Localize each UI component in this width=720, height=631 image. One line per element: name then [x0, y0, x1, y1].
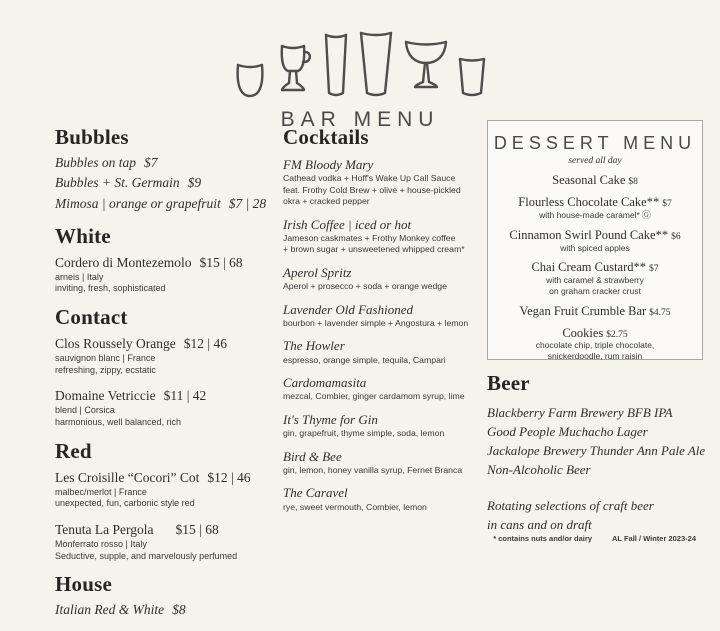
beer-item: Blackberry Farm Brewery BFB IPA: [487, 405, 673, 421]
section-heading: House: [55, 572, 113, 597]
cocktail-item: [283, 375, 483, 403]
item-price: $7 | 28: [228, 195, 267, 211]
section-heading: Contact: [55, 305, 128, 330]
dessert-menu-subtitle: served all day: [568, 155, 622, 166]
wine-entry: [55, 522, 277, 562]
item-price: $12 | 46: [183, 336, 227, 352]
cocktail-name: It's Thyme for Gin: [283, 411, 378, 427]
section-bubbles: [55, 126, 277, 214]
section-heading: Red: [55, 438, 92, 463]
section-heading: Bubbles: [55, 125, 129, 149]
wine-entry: [55, 470, 277, 510]
edition-label: AL Fall / Winter 2023-24: [612, 534, 696, 543]
section-house: [55, 573, 277, 620]
cocktail-desc: Jameson caskmates + Frothy Monkey coffee: [283, 233, 456, 243]
cocktail-item: [283, 157, 483, 208]
wine-name: Clos Roussely Orange $12 | 46: [55, 336, 227, 352]
dessert-note: on graham cracker crust: [549, 285, 641, 296]
cocktail-desc: feat. Frothy Cold Brew + olive + house-pickled: [283, 184, 461, 195]
dessert-name: Seasonal Cake: [552, 172, 626, 187]
tasting-notes: unexpected, fun, carbonic style red: [55, 498, 195, 509]
cocktail-item: [283, 265, 483, 293]
wine-entry: [55, 255, 277, 295]
dessert-note: snickerdoodle, rum raisin: [547, 351, 643, 362]
cocktails-column: [283, 126, 483, 522]
gluten-free-icon: Ⓖ: [641, 209, 651, 220]
cocktail-item: [283, 449, 483, 477]
cocktail-name: Cardomamasita: [283, 375, 367, 391]
item-name: Italian Red & White: [55, 602, 165, 618]
tasting-notes: Seductive, supple, and marvelously perfumed: [55, 550, 238, 561]
dessert-name: Chai Cream Custard**: [531, 260, 647, 275]
irish-coffee-mug-icon: [275, 42, 315, 100]
wine-name: Les Croisille “Cocori” Cot $12 | 46: [55, 469, 251, 485]
menu-item: [55, 173, 277, 193]
beer-item: Jackalope Brewery Thunder Ann Pale Ale: [487, 442, 706, 458]
beer-item: Good People Muchacho Lager: [487, 423, 648, 439]
grape-region: arneis | Italy: [55, 271, 104, 282]
dessert-item: [488, 173, 702, 188]
cocktail-desc: Cathead vodka + Hoff's Wake Up Call Sauce: [283, 173, 456, 184]
cocktail-name: Lavender Old Fashioned: [283, 301, 413, 317]
cocktail-name: Bird & Bee: [283, 448, 342, 464]
dessert-item: [488, 326, 702, 362]
dessert-menu-box: [487, 120, 703, 360]
tasting-notes: refreshing, zippy, ecstatic: [55, 364, 156, 375]
wine-name: Domaine Vetriccie $11 | 42: [55, 388, 207, 404]
item-name: Bubbles on tap: [55, 155, 136, 171]
item-price: $7: [144, 155, 158, 171]
cocktail-desc: okra + cracked pepper: [283, 196, 370, 207]
wine-entry: [55, 388, 277, 428]
dessert-price: $2.75: [606, 329, 628, 340]
allergen-note: * contains nuts and/or dairy: [493, 534, 592, 543]
tasting-notes: harmonious, well balanced, rich: [55, 416, 182, 427]
cocktail-desc: rye, sweet vermouth, Combier, lemon: [283, 501, 427, 512]
cocktail-name: The Caravel: [283, 485, 348, 501]
dessert-price: $8: [628, 176, 638, 187]
grape-region: malbec/merlot | France: [55, 486, 147, 497]
dessert-name: Cookies: [562, 325, 604, 340]
dessert-menu-title: DESSERT MENU: [493, 133, 697, 153]
cocktail-desc: mezcal, Combier, ginger cardamom syrup, lime: [283, 391, 465, 402]
menu-item: [55, 600, 277, 620]
cocktail-item: [283, 302, 483, 330]
dessert-price: $4.75: [649, 307, 671, 318]
dessert-item: [488, 304, 702, 319]
beer-section: [487, 372, 711, 535]
cocktail-desc: gin, grapefruit, thyme simple, soda, lemon: [283, 428, 445, 439]
stemless-wine-glass-icon: [233, 54, 267, 100]
item-name: Mimosa | orange or grapefruit: [55, 195, 221, 211]
dessert-item: [488, 228, 702, 254]
cocktail-name: The Howler: [283, 338, 345, 354]
wine-name: Tenuta La Pergola $15 | 68: [55, 521, 219, 537]
item-price: $15 | 68: [175, 521, 219, 537]
cocktail-name: Irish Coffee | iced or hot: [283, 216, 412, 232]
dessert-price: $7: [649, 264, 659, 275]
wine-entry: [55, 336, 277, 376]
cocktail-item: [283, 412, 483, 440]
item-price: $11 | 42: [163, 388, 207, 404]
section-heading: White: [55, 223, 111, 248]
wine-name: Cordero di Montezemolo $15 | 68: [55, 254, 243, 270]
cocktail-desc: espresso, orange simple, tequila, Campari: [283, 354, 446, 365]
item-name: Bubbles + St. Germain: [55, 175, 180, 191]
cocktail-desc: + brown sugar + unsweetened whipped cream*: [283, 244, 465, 255]
dessert-name: Flourless Chocolate Cake**: [518, 194, 660, 209]
dessert-name: Vegan Fruit Crumble Bar: [519, 303, 647, 318]
collins-glass-icon: [323, 32, 349, 100]
item-price: $8: [172, 602, 186, 618]
cocktail-item: [283, 217, 483, 256]
wine-column: [55, 126, 277, 631]
item-price: $12 | 46: [207, 469, 251, 485]
dessert-item: [488, 260, 702, 296]
dessert-note: with spiced apples: [560, 242, 630, 253]
dessert-note: with house-made caramel*: [539, 209, 640, 220]
cocktail-name: Aperol Spritz: [283, 264, 352, 280]
section-contact: [55, 306, 277, 429]
section-white: [55, 225, 277, 295]
dessert-name: Cinnamon Swirl Pound Cake**: [509, 227, 669, 242]
grape-region: blend | Corsica: [55, 405, 115, 416]
rocks-glass-icon: [457, 56, 487, 100]
cocktail-desc: bourbon + lavender simple + Angostura + lemon: [283, 317, 469, 328]
item-price: $15 | 68: [199, 254, 243, 270]
coupe-glass-icon: [403, 38, 449, 100]
cocktail-name: FM Bloody Mary: [283, 157, 374, 173]
glassware-illustration: [235, 26, 485, 100]
page-title: BAR MENU: [280, 108, 440, 131]
tasting-notes: inviting, fresh, sophisticated: [55, 283, 166, 294]
menu-header: [235, 26, 485, 132]
menu-item: [55, 194, 277, 214]
menu-item: [55, 153, 277, 173]
dessert-item: [488, 195, 702, 221]
grape-region: Monferrato rosso | Italy: [55, 538, 147, 549]
pint-glass-icon: [357, 30, 395, 100]
section-heading: Beer: [487, 371, 530, 395]
dessert-price: $7: [662, 198, 672, 209]
cocktail-item: [283, 338, 483, 366]
section-heading: Cocktails: [283, 125, 369, 149]
beer-item: Non-Alcoholic Beer: [487, 461, 591, 477]
dessert-note: with caramel & strawberry: [546, 275, 644, 286]
item-price: $9: [187, 175, 202, 191]
cocktail-desc: gin, lemon, honey vanilla syrup, Fernet Branca: [283, 464, 463, 475]
grape-region: sauvignon blanc | France: [55, 353, 156, 364]
cocktail-desc: Aperol + prosecco + soda + orange wedge: [283, 281, 447, 292]
footer: [493, 534, 696, 543]
dessert-note: chocolate chip, triple chocolate,: [535, 340, 655, 351]
dessert-price: $6: [671, 231, 681, 242]
cocktail-item: [283, 485, 483, 513]
section-red: [55, 440, 277, 563]
beer-rotating-note: Rotating selections of craft beer in cans and on draft: [487, 498, 654, 533]
